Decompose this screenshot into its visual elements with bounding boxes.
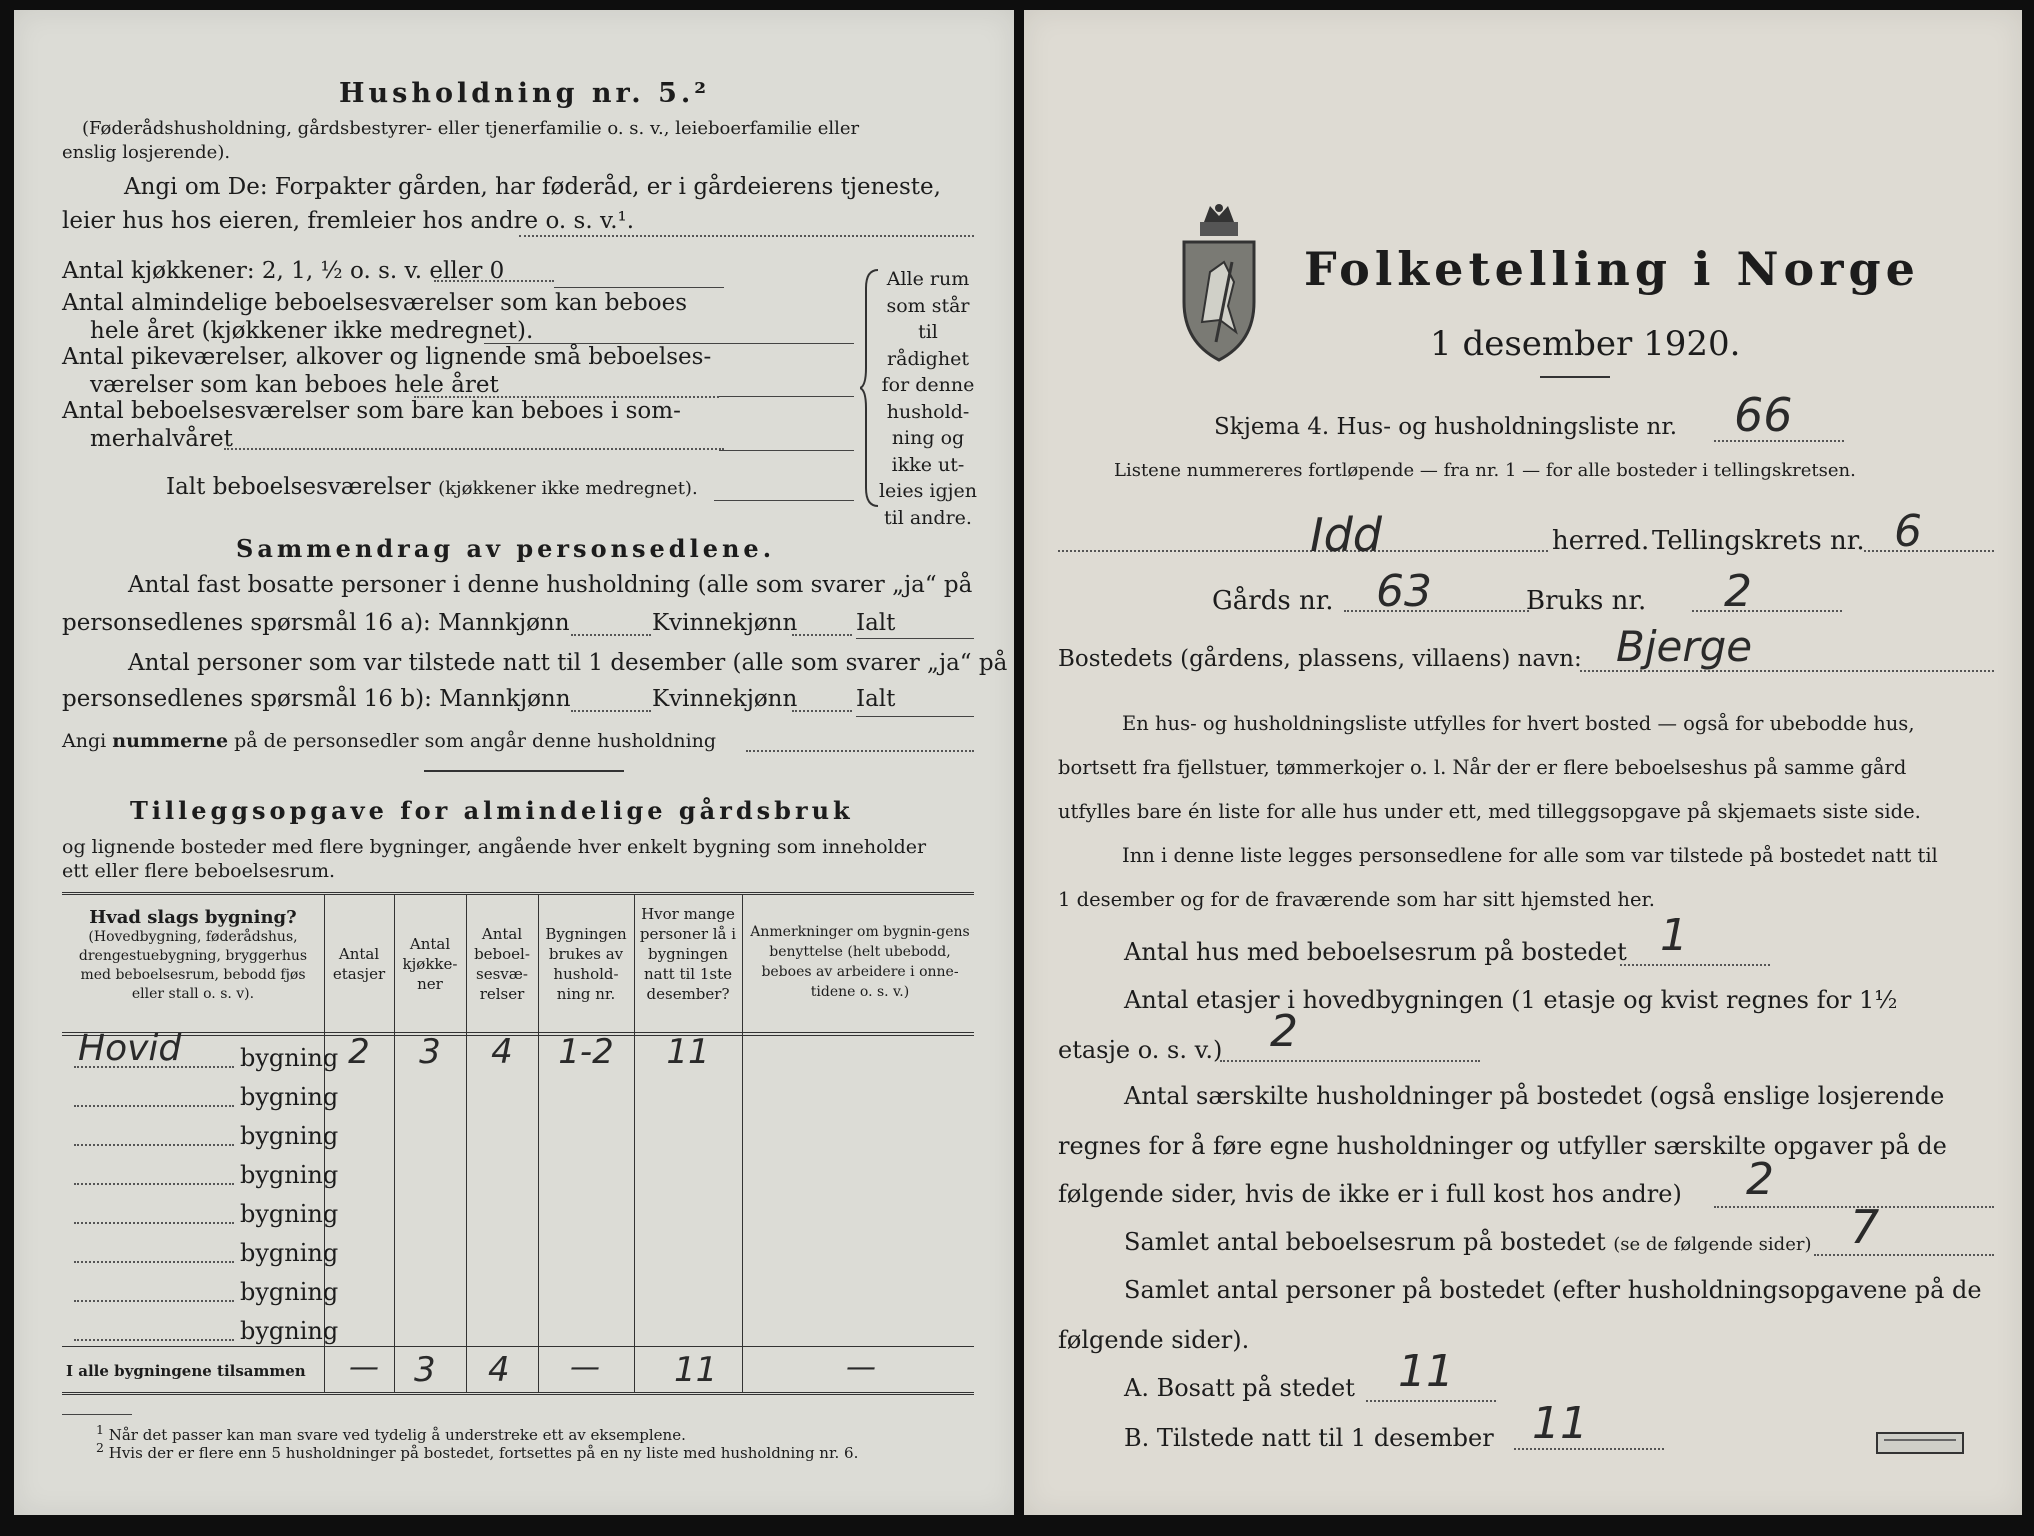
small-rooms-label-2: værelser som kan beboes hele året — [90, 372, 499, 398]
instructions-1-line3: utfylles bare én liste for alle hus under ett, med tilleggsopgave på skjemaets siste side. — [1058, 800, 1921, 823]
herred-value: Idd — [1310, 508, 1382, 562]
col-divider — [466, 894, 467, 1392]
summary-a-total-label: Ialt — [856, 610, 896, 636]
summary-b-line1: Antal personer som var tilstede natt til 1 desember (alle som svarer „ja“ på — [128, 650, 1008, 676]
summary-b-female-answer — [792, 710, 852, 712]
rooms-total-label — [1124, 1228, 1811, 1256]
schema-nr-value: 66 — [1734, 388, 1793, 442]
brace-note-line: som står til — [886, 294, 970, 343]
gards-line — [1344, 610, 1529, 612]
row-label: bygning — [240, 1083, 339, 1111]
summary-a-line2: personsedlenes spørsmål 16 a): Mannkjønn — [62, 610, 570, 636]
col-header-household: Bygningen brukes av hushold-ning nr. — [545, 925, 627, 1003]
krets-value: 6 — [1894, 506, 1922, 557]
bosted-value: Bjerge — [1616, 622, 1753, 671]
small-rooms-label-1: Antal pikeværelser, alkover og lignende små beboelses- — [62, 344, 712, 370]
row-label: bygning — [240, 1278, 339, 1306]
instructions-1-line2: bortsett fra fjellstuer, tømmerkojer o. l. Når der er flere beboelseshus på samme gård — [1058, 756, 1907, 779]
summary-title: Sammendrag av personsedlene. — [236, 534, 776, 563]
persons-label-line1: Samlet antal personer på bostedet (efter husholdningsopgavene på de — [1124, 1276, 1982, 1304]
brace-note-line: ning og — [891, 427, 965, 449]
floors-value: 2 — [1270, 1006, 1298, 1057]
bruks-label: Bruks nr. — [1526, 586, 1647, 616]
summer-rooms-answer-line — [719, 450, 854, 451]
person-numbers-label — [62, 730, 716, 752]
numbers-bold: nummerne — [112, 730, 229, 752]
floors-label-line2: etasje o. s. v.) — [1058, 1036, 1223, 1064]
houses-value: 1 — [1660, 910, 1688, 961]
total-kitchens: 3 — [414, 1350, 436, 1390]
krets-label: Tellingskrets nr. — [1652, 526, 1865, 556]
row-type-line — [74, 1183, 234, 1185]
cell-persons: 11 — [666, 1032, 710, 1072]
present-label: B. Tilstede natt til 1 desember — [1124, 1424, 1494, 1452]
summary-b-total-answer — [856, 716, 974, 717]
numbers-post: på de personsedler som angår denne husholdning — [234, 730, 717, 752]
summary-a-line1: Antal fast bosatte personer i denne husholdning (alle som svarer „ja“ på — [128, 572, 973, 598]
cell-rooms: 4 — [491, 1032, 513, 1072]
bruks-line — [1692, 610, 1842, 612]
floors-label-line1: Antal etasjer i hovedbygningen (1 etasje og kvist regnes for 1½ — [1124, 986, 1898, 1014]
instructions-1-line1: En hus- og husholdningsliste utfylles for hvert bosted — også for ubebodde hus, — [1122, 712, 1915, 735]
table-total-label: I alle bygningene tilsammen — [66, 1362, 306, 1380]
summary-b-total-label: Ialt — [856, 686, 896, 712]
col-header-type-title: Hvad slags bygning? — [89, 907, 297, 928]
summer-rooms-label-1: Antal beboelsesværelser som bare kan beboes i som- — [62, 398, 681, 424]
gards-value: 63 — [1376, 566, 1432, 617]
footnote-2 — [96, 1440, 858, 1462]
row-type-line — [74, 1261, 234, 1263]
bosted-label: Bostedets (gårdens, plassens, villaens) navn: — [1058, 646, 1582, 672]
total-persons: 11 — [674, 1350, 718, 1390]
footnote-2-num: 2 — [96, 1440, 104, 1455]
footnote-1-text: Når det passer kan man svare ved tydelig å understreke ett av eksemplene. — [108, 1426, 686, 1444]
row-label: bygning — [240, 1317, 339, 1345]
cell-household: 1-2 — [558, 1032, 614, 1072]
col-divider — [394, 894, 395, 1392]
col-header-notes: Anmerkninger om bygnin-gens benyttelse (helt ubebodd, beboes av arbeidere i onne-tidene o. s. v.) — [750, 924, 970, 1000]
households-label-line2: regnes for å føre egne husholdninger og utfyller særskilte opgaver på de — [1058, 1132, 1947, 1160]
summary-a-female-label: Kvinnekjønn — [652, 610, 798, 636]
row-type-line — [74, 1339, 234, 1341]
extra-title: Tilleggsopgave for almindelige gårdsbruk — [130, 796, 854, 825]
ordinary-rooms-label-2: hele året (kjøkkener ikke medregnet). — [90, 318, 534, 344]
total-floors: — — [349, 1350, 379, 1385]
households-label-line1: Antal særskilte husholdninger på bostedet (også enslige losjerende — [1124, 1082, 1945, 1110]
coat-of-arms-icon — [1180, 202, 1258, 362]
resident-value: 11 — [1398, 1346, 1454, 1397]
rooms-brace-note — [874, 266, 982, 531]
summary-b-male-answer — [571, 710, 651, 712]
kitchens-answer-line — [554, 287, 724, 288]
schema-label: Skjema 4. Hus- og husholdningsliste nr. — [1214, 414, 1678, 440]
title-divider — [1540, 376, 1610, 378]
krets-line — [1864, 550, 1994, 552]
ordinary-rooms-label-1: Antal almindelige beboelsesværelser som kan beboes — [62, 290, 688, 316]
rooms-total-value: 7 — [1850, 1200, 1880, 1254]
summary-a-total-answer — [856, 638, 974, 639]
census-title: Folketelling i Norge — [1304, 242, 1920, 296]
bruks-value: 2 — [1724, 566, 1752, 617]
col-header-floors: Antal etasjer — [332, 945, 386, 983]
total-rooms-label — [166, 474, 698, 500]
col-divider — [634, 894, 635, 1392]
census-date: 1 desember 1920. — [1430, 324, 1741, 364]
kitchens-dots — [434, 280, 554, 282]
footnote-1-num: 1 — [96, 1422, 104, 1437]
row-label: bygning — [240, 1044, 339, 1072]
present-value: 11 — [1532, 1398, 1588, 1449]
left-page — [14, 10, 1014, 1515]
total-rooms: 4 — [488, 1350, 510, 1390]
summary-b-line2: personsedlenes spørsmål 16 b): Mannkjønn — [62, 686, 571, 712]
total-rooms-answer-line — [714, 500, 854, 501]
rooms-total-line — [1814, 1254, 1994, 1256]
col-divider — [538, 894, 539, 1392]
persons-label-line2: følgende sider). — [1058, 1326, 1250, 1354]
rooms-total-note: (se de følgende sider) — [1613, 1234, 1812, 1255]
tenure-question-line2: leier hus hos eieren, fremleier hos andre o. s. v.¹. — [62, 208, 635, 234]
right-page — [1024, 10, 2022, 1515]
instructions-2-line2: 1 desember og for de fraværende som har sitt hjemsted her. — [1058, 888, 1655, 911]
printer-stamp — [1876, 1432, 1964, 1454]
brace-note-line: ikke ut- — [891, 453, 965, 476]
person-numbers-answer — [746, 750, 974, 752]
row-type-line — [74, 1222, 234, 1224]
numbering-note: Listene nummereres fortløpende — fra nr. 1 — for alle bosteder i tellingskretsen. — [1114, 460, 1856, 481]
row-label: bygning — [240, 1122, 339, 1150]
col-header-type-sub: (Hovedbygning, føderådshus, drengestuebygning, bryggerhus med beboelsesrum, bebodd fjøs eller stall o. s. v). — [78, 929, 308, 1002]
summer-rooms-dots — [224, 448, 724, 450]
households-label-line3: følgende sider, hvis de ikke er i full kost hos andre) — [1058, 1180, 1682, 1208]
brace-note-line: hushold- — [886, 400, 970, 423]
floors-line — [1220, 1060, 1480, 1062]
row-label: bygning — [240, 1200, 339, 1228]
kitchens-label: Antal kjøkkener: 2, 1, ½ o. s. v. eller 0 — [62, 258, 505, 284]
total-rooms-text: Ialt beboelsesværelser — [166, 474, 431, 500]
col-header-rooms: Antal beboel-sesvæ-relser — [474, 925, 530, 1003]
cell-kitchens: 3 — [419, 1032, 441, 1072]
brace-note-line: for denne — [881, 374, 975, 396]
row-type-line — [74, 1105, 234, 1107]
household-title: Husholdning nr. 5.² — [339, 78, 711, 109]
tenure-answer-line — [519, 235, 974, 237]
small-rooms-answer-line — [719, 396, 854, 397]
extra-intro-line2: ett eller flere beboelsesrum. — [62, 860, 336, 882]
table-total-border — [62, 1346, 974, 1347]
table-top-border — [62, 892, 974, 895]
summary-a-female-answer — [792, 634, 852, 636]
row-label: bygning — [240, 1239, 339, 1267]
cell-floors: 2 — [348, 1032, 370, 1072]
numbers-pre: Angi — [62, 730, 107, 752]
summary-b-female-label: Kvinnekjønn — [652, 686, 798, 712]
brace-note-line: leies igjen — [878, 480, 978, 502]
resident-line — [1366, 1400, 1496, 1402]
households-value: 2 — [1746, 1154, 1774, 1205]
tenure-question-line1: Angi om De: Forpakter gården, har føderåd, er i gårdeierens tjeneste, — [124, 174, 941, 200]
col-header-kitchens: Antal kjøkke-ner — [402, 935, 458, 993]
col-header-type — [64, 908, 322, 1004]
gards-label: Gårds nr. — [1212, 586, 1334, 616]
footnote-2-text: Hvis der er flere enn 5 husholdninger på bostedet, fortsettes på en ny liste med husholdning nr. 6. — [108, 1444, 859, 1462]
brace-note-line: Alle rum — [886, 268, 970, 290]
houses-label: Antal hus med beboelsesrum på bostedet — [1124, 938, 1627, 966]
row-label: bygning — [240, 1161, 339, 1189]
section-divider — [424, 770, 624, 772]
rooms-total-text: Samlet antal beboelsesrum på bostedet — [1124, 1228, 1606, 1256]
total-notes: — — [846, 1350, 876, 1385]
brace-note-line: til andre. — [884, 506, 972, 529]
herred-label: herred. — [1552, 526, 1650, 556]
printer-stamp-mark — [1884, 1439, 1956, 1441]
household-intro-line1: (Føderådshusholdning, gårdsbestyrer- eller tjenerfamilie o. s. v., leieboerfamilie eller — [82, 118, 860, 139]
summary-a-male-answer — [571, 634, 651, 636]
table-bottom-border — [62, 1392, 974, 1395]
footnote-rule — [62, 1414, 132, 1415]
herred-line — [1058, 550, 1548, 552]
brace-note-line: rådighet — [887, 347, 969, 370]
household-intro-line2: enslig losjerende). — [62, 142, 231, 163]
row-type-line — [74, 1144, 234, 1146]
col-header-persons: Hvor mange personer lå i bygningen natt til 1ste desember? — [639, 905, 737, 1003]
row-type-line — [74, 1300, 234, 1302]
total-household: — — [570, 1350, 600, 1385]
extra-intro-line1: og lignende bosteder med flere bygninger, angående hver enkelt bygning som inneholder — [62, 836, 927, 858]
instructions-2-line1: Inn i denne liste legges personsedlene for alle som var tilstede på bostedet natt til — [1122, 844, 1938, 867]
resident-label: A. Bosatt på stedet — [1124, 1374, 1355, 1402]
houses-line — [1620, 964, 1770, 966]
col-divider — [742, 894, 743, 1392]
row-type-value: Hovid — [78, 1028, 182, 1069]
total-rooms-note: (kjøkkener ikke medregnet). — [438, 478, 698, 499]
summer-rooms-label-2: merhalvåret — [90, 426, 233, 452]
